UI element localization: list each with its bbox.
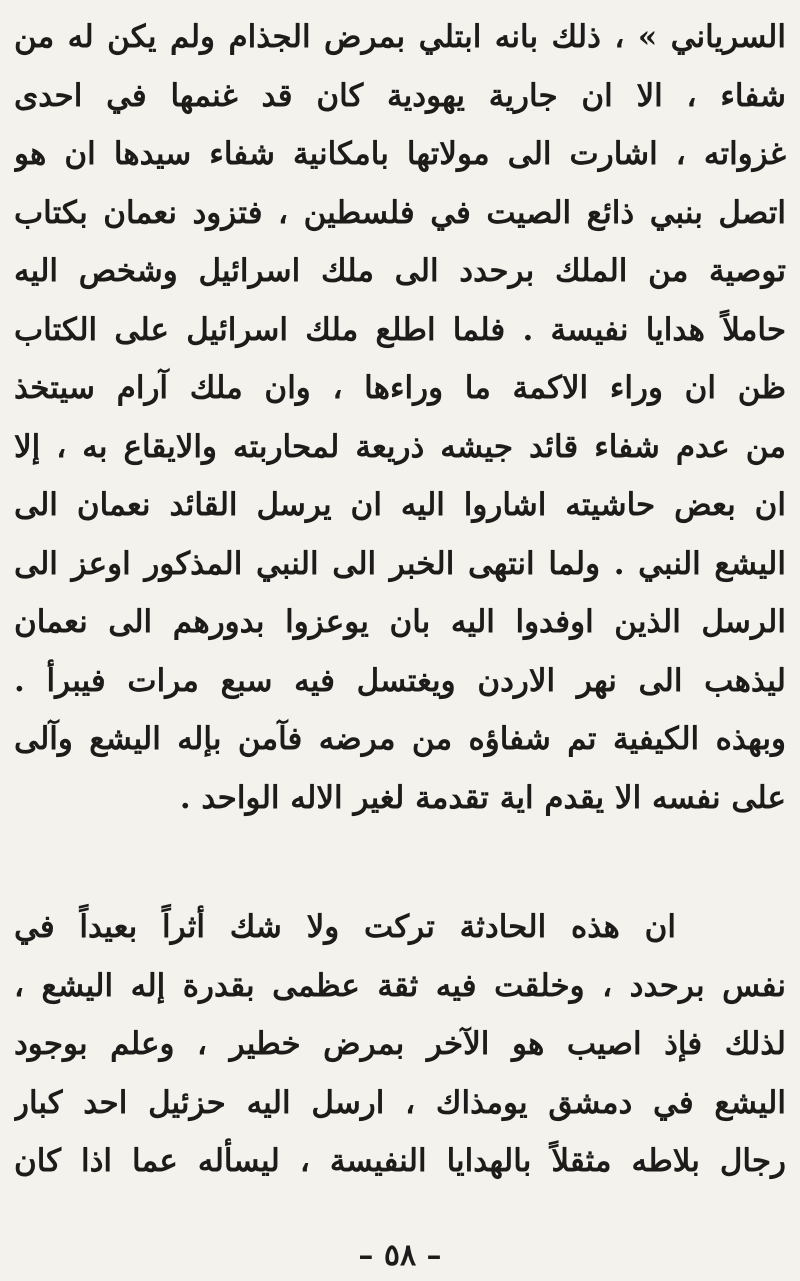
text-line: السرياني » ، ذلك بانه ابتلي بمرض الجذام ولم يكن له من [14,19,786,55]
page-number: – ٥٨ – [358,1238,442,1273]
text-line: اتصل بنبي ذائع الصيت في فلسطين ، فتزود نعمان بكتاب [14,194,786,231]
text-line: شفاء ، الا ان جارية يهودية كان قد غنمها في احدى [14,77,786,114]
paragraph-1 [14,8,786,827]
text-line: الرسل الذين اوفدوا اليه بان يوعزوا بدورهم الى نعمان [14,604,786,640]
text-line: ان هذه الحادثة تركت ولا شك أثراً بعيداً في [14,909,676,945]
text-line: ظن ان وراء الاكمة ما وراءها ، وان ملك آرام سيتخذ [14,370,786,406]
text-line: وبهذه الكيفية تم شفاؤه من مرضه فآمن بإله اليشع وآلى [14,721,786,757]
text-line: اليشع في دمشق يومذاك ، ارسل اليه حزئيل احد كبار [14,1084,786,1121]
text-line: توصية من الملك برحدد الى ملك اسرائيل وشخص اليه [14,253,786,289]
text-line: غزواته ، اشارت الى مولاتها بامكانية شفاء سيدها ان هو [14,136,786,172]
text-line: حاملاً هدايا نفيسة . فلما اطلع ملك اسرائيل على الكتاب [14,311,786,348]
text-line: رجال بلاطه مثقلاً بالهدايا النفيسة ، ليسأله عما اذا كان [14,1143,786,1179]
text-line: على نفسه الا يقدم اية تقدمة لغير الاله الواحد . [179,779,786,816]
text-line: نفس برحدد ، وخلقت فيه ثقة عظمى بقدرة إله اليشع ، [14,967,786,1004]
text-line: ان بعض حاشيته اشاروا اليه ان يرسل القائد نعمان الى [14,487,786,523]
text-line: لذلك فإذ اصيب هو الآخر بمرض خطير ، وعلم بوجود [14,1026,786,1062]
text-line: ليذهب الى نهر الاردن ويغتسل فيه سبع مرات فيبرأ . [14,662,786,699]
text-line: من عدم شفاء قائد جيشه ذريعة لمحاربته والايقاع به ، إلا [14,428,786,465]
text-line: اليشع النبي . ولما انتهى الخبر الى النبي المذكور اوعز الى [14,545,786,582]
paragraph-2 [14,898,786,1191]
